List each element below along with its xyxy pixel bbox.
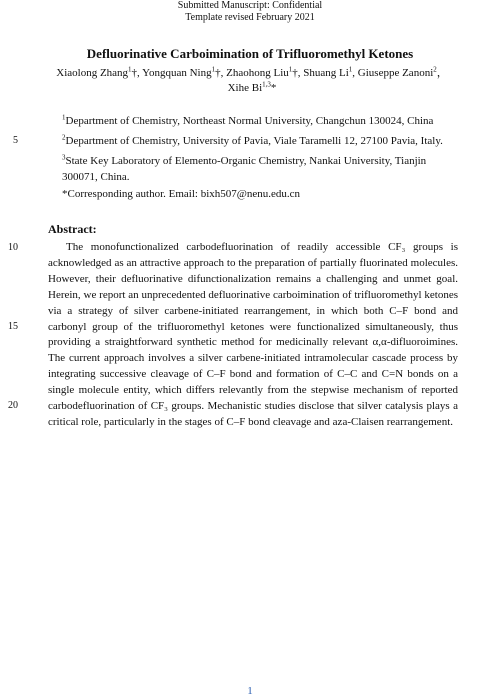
- affiliation-3: $^3$State Key Laboratory of Elemento-Organic Chemistry, Nankai University, Tianjin 300071, China.: [62, 153, 427, 183]
- affiliation-2: $^2$Department of Chemistry, University of Pavia, Viale Taramelli 12, 27100 Pavia, Italy.: [62, 133, 443, 147]
- running-header-line-2: Template revised February 2021: [185, 12, 315, 23]
- running-header-line-1: Submitted Manuscript: Confidential: [177, 0, 323, 11]
- author: Xiaolong Zhang$^1$†,: [56, 65, 143, 79]
- line-number: 5: [13, 135, 18, 146]
- author-list: [48, 66, 456, 96]
- line-number: 20: [8, 400, 18, 411]
- abstract-heading: Abstract:: [48, 222, 97, 236]
- line-number: 15: [8, 321, 18, 332]
- author: Xihe Bi$^{1,3}$*: [227, 80, 277, 94]
- abstract-text: The monofunctionalized carbodefluorination of readily accessible CF₃ groups is acknowledged as an attractive approach to the preparation of partially fluorinated molecules. However, their defluorinative difunctionalization remains a challenging and unmet goal. Herein, we report an unprecedented defluorinative carboimination of trifluoromethyl ketones via a strategy of silver carbene-initiated rearrangement, in which both C–F bond and carbonyl group of the trifluoromethyl ketones were functionalized simultaneously, thus providing a straightforward synthetic method for medicinally relevant α,α-difluoroimines. The current approach involves a silver carbene-initiated intramolecular cascade process by integrating successive cleavage of C–F bond and formation of C–C and C=N bonds on a single molecule entity, which differs relevantly from the stepwise mechanism of reported carbodefluorination of CF₃ groups. Mechanistic studies disclose that silver catalysis plays a critical role, particularly in the stages of C–F bond cleavage and aza-Claisen rearrangement.: [48, 241, 458, 428]
- corresponding-author: *Corresponding author. Email: bixh507@nenu.edu.cn: [62, 188, 301, 200]
- affiliation-1: $^1$Department of Chemistry, Northeast Normal University, Changchun 130024, China: [62, 113, 434, 127]
- paper-title: Defluorinative Carboimination of Trifluoromethyl Ketones: [86, 46, 414, 61]
- line-number: 10: [8, 242, 18, 253]
- author: Yongquan Ning$^1$†,: [142, 65, 227, 79]
- author: Zhaohong Liu$^1$†,: [226, 65, 304, 79]
- page-number: 1: [247, 685, 253, 697]
- author: Giuseppe Zanoni$^2$，: [357, 65, 448, 79]
- author: Shuang Li$^1$,: [303, 65, 358, 79]
